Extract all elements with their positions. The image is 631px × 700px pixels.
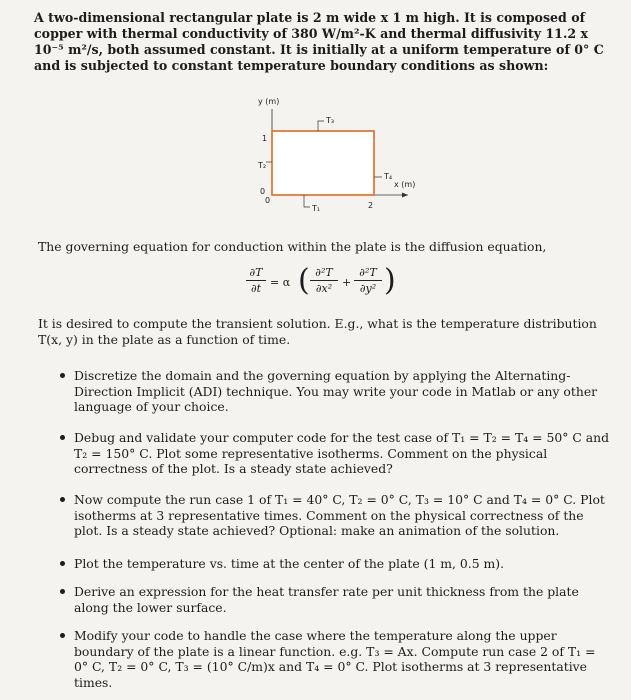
- term1-numerator: ∂²T: [315, 266, 333, 279]
- governing-equation-text: The governing equation for conduction within the plate is the diffusion equation,: [38, 239, 547, 254]
- plate-rectangle: [272, 131, 374, 195]
- term1-bar: [310, 280, 338, 281]
- plate-diagram-svg: [248, 95, 438, 235]
- term1-denominator: ∂x²: [315, 282, 333, 295]
- lhs-denominator: ∂t: [250, 282, 262, 295]
- task-plot-center: Plot the temperature vs. time at the center of the plate (1 m, 0.5 m).: [74, 556, 612, 572]
- term2-fraction: [354, 266, 382, 295]
- tick-x-2: 2: [368, 201, 374, 210]
- tick-origin-y: 0: [260, 187, 266, 196]
- term2-numerator: ∂²T: [359, 266, 377, 279]
- problem-intro: A two-dimensional rectangular plate is 2 m wide x 1 m high. It is composed of copper with thermal conductivity of 380 W/m²-K and thermal diffusivity 11.2 x 10⁻⁵ m²/s, both assumed constant. It is initially at a uniform temperature of 0° C and is subjected to constant temperature boundary conditions as shown:: [34, 10, 604, 73]
- x-axis-label: x (m): [394, 180, 416, 189]
- lhs-fraction: [246, 266, 266, 295]
- open-paren: (: [298, 263, 310, 298]
- lhs-numerator: ∂T: [249, 266, 263, 279]
- task-run-case-2: Modify your code to handle the case where the temperature along the upper boundary of the plate is a linear function. e.g. T₃ = Ax. Compute run case 2 of T₁ = 0° C, T₂ = 0° C, T₃ = (10° C/m)x and T₄ = 0° C. Plot isotherms at 3 representative times.: [74, 628, 612, 690]
- y-axis-label: y (m): [258, 97, 280, 106]
- label-T4: T₄: [384, 172, 393, 181]
- task-adi: Discretize the domain and the governing equation by applying the Alternating-Direction Implicit (ADI) technique. You may write your code in Matlab or any other language of your choice.: [74, 368, 612, 415]
- x-axis-arrow-icon: [402, 193, 408, 198]
- lhs-bar: [246, 280, 266, 281]
- equals-alpha: = α: [270, 276, 291, 289]
- label-T1: T₁: [312, 204, 321, 213]
- term2-bar: [354, 280, 382, 281]
- plate-diagram: [248, 95, 438, 235]
- close-paren: ): [384, 263, 396, 298]
- desire-text: It is desired to compute the transient solution. E.g., what is the temperature distribution T(x, y) in the plate as a function of time.: [38, 316, 597, 347]
- task-heat-transfer: Derive an expression for the heat transfer rate per unit thickness from the plate along the lower surface.: [74, 584, 612, 615]
- T3-leader: [318, 121, 324, 131]
- plus-sign: +: [342, 276, 352, 289]
- task-debug: Debug and validate your computer code for the test case of T₁ = T₂ = T₄ = 50° C and T₂ = 150° C. Plot some representative isotherms. Comment on the physical correctness of the plot. Is a steady state achieved?: [74, 430, 612, 477]
- task-run-case-1: Now compute the run case 1 of T₁ = 40° C, T₂ = 0° C, T₃ = 10° C and T₄ = 0° C. Plot isotherms at 3 representative times. Comment on the physical correctness of the plot. Is a steady state achieved? Optional: make an animation of the solution.: [74, 492, 612, 539]
- term1-fraction: [310, 266, 338, 295]
- term2-denominator: ∂y²: [359, 282, 377, 295]
- tick-y-1: 1: [262, 134, 268, 143]
- label-T2: T₂: [258, 161, 267, 170]
- label-T3: T₃: [326, 116, 335, 125]
- T1-leader: [304, 195, 310, 207]
- diffusion-equation: [246, 264, 416, 308]
- tick-origin-x: 0: [265, 196, 271, 205]
